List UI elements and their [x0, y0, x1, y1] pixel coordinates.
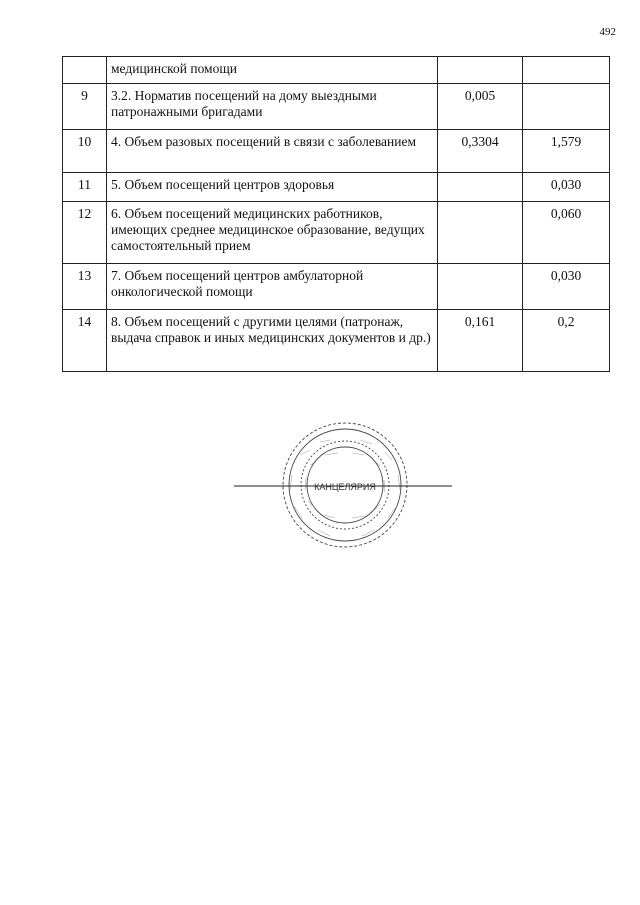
row-number: 12 — [63, 202, 107, 264]
norms-table — [62, 56, 610, 372]
row-value-2: 0,060 — [523, 202, 610, 264]
row-value-1: 0,3304 — [438, 130, 523, 173]
row-value-2: 0,2 — [523, 310, 610, 372]
row-number: 9 — [63, 84, 107, 130]
row-value-2: 0,030 — [523, 173, 610, 202]
row-description: 4. Объем разовых посещений в связи с заболеванием — [107, 130, 438, 173]
row-description: 7. Объем посещений центров амбулаторной онкологической помощи — [107, 264, 438, 310]
table-row — [63, 173, 610, 202]
row-value-1 — [438, 57, 523, 84]
row-value-2 — [523, 57, 610, 84]
row-description: 8. Объем посещений с другими целями (патронаж, выдача справок и иных медицинских документов и др.) — [107, 310, 438, 372]
row-description: 3.2. Норматив посещений на дому выездными патронажными бригадами — [107, 84, 438, 130]
row-value-1 — [438, 202, 523, 264]
row-value-2: 1,579 — [523, 130, 610, 173]
table-row — [63, 310, 610, 372]
table-row — [63, 264, 610, 310]
page-number: 492 — [599, 26, 616, 38]
official-stamp — [230, 420, 460, 550]
row-value-1: 0,005 — [438, 84, 523, 130]
row-value-1 — [438, 173, 523, 202]
row-value-1: 0,161 — [438, 310, 523, 372]
table-row — [63, 130, 610, 173]
row-value-2 — [523, 84, 610, 130]
stamp-center-text: КАНЦЕЛЯРИЯ — [314, 482, 376, 492]
table-row — [63, 84, 610, 130]
row-number: 11 — [63, 173, 107, 202]
row-number: 10 — [63, 130, 107, 173]
table-row — [63, 57, 610, 84]
row-number: 14 — [63, 310, 107, 372]
row-number: 13 — [63, 264, 107, 310]
row-number — [63, 57, 107, 84]
row-value-1 — [438, 264, 523, 310]
table-row — [63, 202, 610, 264]
row-description: медицинской помощи — [107, 57, 438, 84]
row-description: 6. Объем посещений медицинских работников, имеющих среднее медицинское образование, ведущих самостоятельный прием — [107, 202, 438, 264]
row-description: 5. Объем посещений центров здоровья — [107, 173, 438, 202]
row-value-2: 0,030 — [523, 264, 610, 310]
